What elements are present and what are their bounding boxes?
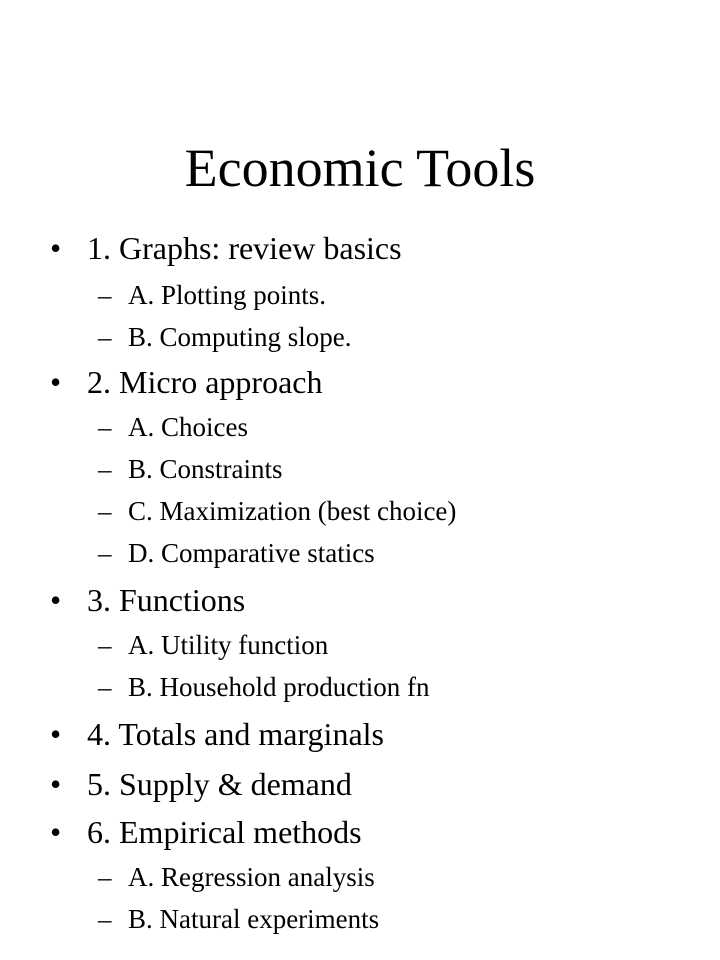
bullet-icon: • xyxy=(50,582,62,618)
bullet-item-text: 1. Graphs: review basics xyxy=(87,230,402,266)
bullet-icon: • xyxy=(50,364,62,400)
dash-icon: – xyxy=(98,322,112,352)
bullet-item-text: 2. Micro approach xyxy=(87,364,323,400)
dash-icon: – xyxy=(98,412,112,442)
sub-bullet-item-text: A. Choices xyxy=(128,412,248,442)
bullet-icon: • xyxy=(50,766,62,802)
bullet-item-text: 6. Empirical methods xyxy=(87,814,362,850)
bullet-icon: • xyxy=(50,814,62,850)
bullet-item-text: 5. Supply & demand xyxy=(87,766,352,802)
bullet-item-text: 4. Totals and marginals xyxy=(87,716,384,752)
sub-bullet-item-text: B. Household production fn xyxy=(128,672,430,702)
dash-icon: – xyxy=(98,280,112,310)
bullet-item-text: 3. Functions xyxy=(87,582,246,618)
sub-bullet-item-text: D. Comparative statics xyxy=(128,538,375,568)
dash-icon: – xyxy=(98,496,112,526)
sub-bullet-item-text: A. Plotting points. xyxy=(128,280,327,310)
dash-icon: – xyxy=(98,630,112,660)
sub-bullet-item-text: B. Constraints xyxy=(128,454,283,484)
sub-bullet-item-text: C. Maximization (best choice) xyxy=(128,496,457,526)
dash-icon: – xyxy=(98,538,112,568)
slide-title: Economic Tools xyxy=(184,138,536,198)
bullet-icon: • xyxy=(50,716,62,752)
dash-icon: – xyxy=(98,862,112,892)
sub-bullet-item-text: B. Computing slope. xyxy=(128,322,352,352)
sub-bullet-item-text: A. Utility function xyxy=(128,630,329,660)
dash-icon: – xyxy=(98,672,112,702)
bullet-icon: • xyxy=(50,230,62,266)
dash-icon: – xyxy=(98,904,112,934)
sub-bullet-item-text: B. Natural experiments xyxy=(128,904,380,934)
dash-icon: – xyxy=(98,454,112,484)
sub-bullet-item-text: A. Regression analysis xyxy=(128,862,375,892)
